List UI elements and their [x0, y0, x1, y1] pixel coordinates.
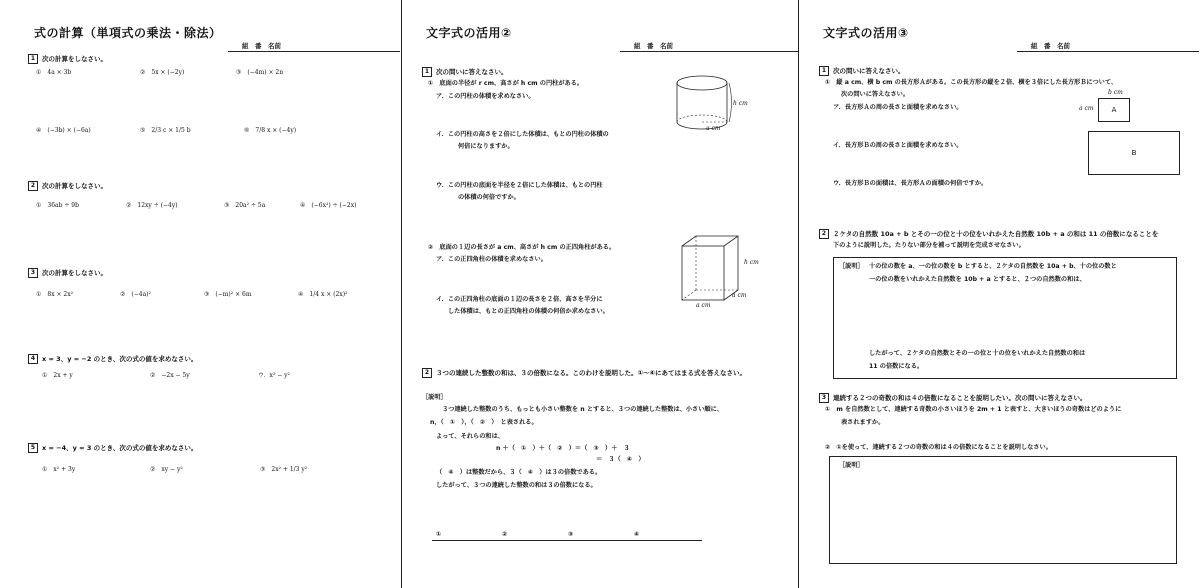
problem-item: ④ (−3b) × (−6a) — [36, 127, 91, 134]
height-label: a cm — [1079, 105, 1094, 112]
problem-item: ④ (−6x²) ÷ (−2x) — [300, 202, 357, 209]
problem-item: ③ 20a² ÷ 5a — [224, 202, 266, 209]
rectangle-a: A — [1098, 98, 1130, 122]
side-label: a cm — [696, 302, 711, 309]
question-text: イ．長方形Ｂの周の長さと面積を求めなさい。 — [833, 142, 963, 149]
section-1-heading: 1 次の計算をしなさい。 — [28, 54, 107, 64]
problem-item: ② 5x × (−2y) — [140, 69, 185, 76]
section-3-heading: 3 次の計算をしなさい。 — [28, 268, 107, 278]
width-label: b cm — [1108, 89, 1123, 96]
explanation-line: したがって、２ケタの自然数とその一の位と十の位をいれかえた自然数の和は — [869, 350, 1086, 357]
problem-item: ③ (−4m) × 2n — [236, 69, 284, 76]
question-text: ウ．この円柱の底面を半径を２倍にした体積は、もとの円柱 — [436, 182, 603, 189]
question-text: 下のように説明した。たりない部分を補って説明を完成させなさい。 — [833, 242, 1025, 249]
section-2-heading: 2 ２ケタの自然数 10a + b とその一の位と十の位をいれかえた自然数 10b + a の和は 11 の倍数になることを — [819, 229, 1158, 239]
answer-label: ① — [436, 531, 442, 538]
rectangle-b: B — [1088, 131, 1180, 175]
problem-item: ② 12xy ÷ (−4y) — [126, 202, 178, 209]
radius-label: a cm — [706, 125, 721, 132]
height-label: h cm — [733, 100, 748, 107]
section-2-heading: 2 ３つの連続した整数の和は、３の倍数になる。このわけを説明した。①〜④にあてはまる式を答えなさい。 — [422, 368, 746, 378]
question-text: イ．この正四角柱の底面の１辺の長さを２倍、高さを半分に — [436, 296, 603, 303]
explanation-line: ３つ連続した整数のうち、もっとも小さい整数を n とすると、３つの連続した整数は、小さい順に、 — [442, 406, 723, 413]
problem-item: ③ 2x² + 1/3 y² — [260, 466, 308, 473]
problem-item: ② (−4a)² — [120, 291, 151, 298]
question-text: ① 縦 a cm、横 b cm の長方形Ａがある。この長方形の縦を２倍、横を３倍にした長方形Ｂについて、 — [825, 79, 1118, 86]
explanation-label: ［説明］ — [839, 462, 864, 469]
page-title: 文字式の活用② — [426, 26, 512, 40]
question-text: ② ①を使って、連続する２つの奇数の和は４の倍数になることを説明しなさい。 — [825, 444, 1052, 451]
page-title: 式の計算（単項式の乗法・除法） — [34, 26, 222, 40]
problem-item: ② xy − y² — [150, 466, 183, 473]
answer-line[interactable] — [432, 540, 702, 541]
problem-item: ウ．x² − y² — [258, 372, 290, 379]
worksheet-2 — [402, 0, 798, 588]
section-4-heading: 4 x = 3、y = −2 のとき、次の式の値を求めなさい。 — [28, 354, 197, 364]
section-3-heading: 3 連続する２つの奇数の和は４の倍数になることを説明したい。次の問いに答えなさい。 — [819, 393, 1087, 403]
explanation-line: ＝ ３（ ④ ） — [596, 456, 645, 463]
question-text: ア．この正四角柱の体積を求めなさい。 — [436, 256, 547, 263]
explanation-line: よって、それらの和は、 — [436, 433, 504, 440]
problem-item: ③ (−m)² × 6m — [204, 291, 252, 298]
explanation-line: n，（ ① ），（ ② ） と表される。 — [430, 419, 538, 426]
explanation-line: （ ④ ）は整数だから、３（ ④ ）は３の倍数である。 — [436, 469, 602, 476]
question-text: ア．この円柱の体積を求めなさい。 — [436, 93, 535, 100]
class-name-field[interactable]: 組 番 名前 — [1017, 41, 1199, 52]
problem-item: ① 8x × 2x² — [36, 291, 74, 298]
explanation-line: 十の位の数を a、一の位の数を b とすると、２ケタの自然数を 10a + b、十の位の数と — [869, 263, 1117, 270]
section-1-heading: 1 次の問いに答えなさい。 — [819, 66, 905, 76]
problem-item: ② −2x − 5y — [150, 372, 190, 379]
class-name-field[interactable]: 組 番 名前 — [228, 41, 400, 52]
question-text: 表されますか。 — [841, 419, 885, 426]
section-1-heading: 1 次の問いに答えなさい。 — [422, 67, 508, 77]
explanation-label: ［説明］ — [839, 263, 864, 270]
side-label: a cm — [732, 292, 747, 299]
question-text: イ．この円柱の高さを２倍にした体積は、もとの円柱の体積の — [436, 131, 609, 138]
problem-item: ① x² + 3y — [42, 466, 76, 473]
question-text: ウ．長方形Ｂの面積は、長方形Ａの面積の何倍ですか。 — [833, 180, 988, 187]
answer-label: ② — [502, 531, 508, 538]
question-text: した体積は、もとの正四角柱の体積の何倍か求めなさい。 — [448, 308, 609, 315]
question-text: 何倍になりますか。 — [458, 143, 514, 150]
question-text: ア．長方形Ａの周の長さと面積を求めなさい。 — [833, 104, 963, 111]
problem-item: ① 4a × 3b — [36, 69, 72, 76]
page-title: 文字式の活用③ — [823, 26, 909, 40]
question-text: 次の問いに答えなさい。 — [841, 91, 910, 98]
question-text: ① m を自然数として、連続する奇数の小さいほうを 2m + 1 と表すと、大きいほうの奇数はどのように — [825, 406, 1122, 413]
problem-item: ⑥ 7/8 x × (−4y) — [244, 127, 297, 134]
worksheet-3 — [799, 0, 1200, 588]
class-name-field[interactable]: 組 番 名前 — [620, 41, 798, 52]
cylinder-figure — [674, 72, 734, 134]
explanation-label: ［説明］ — [422, 394, 447, 401]
answer-label: ④ — [634, 531, 640, 538]
question-text: ② 底面の１辺の長さが a cm、高さが h cm の正四角柱がある。 — [428, 244, 616, 251]
section-2-heading: 2 次の計算をしなさい。 — [28, 181, 107, 191]
problem-item: ① 2x + y — [42, 372, 73, 379]
problem-item: ① 36ab ÷ 9b — [36, 202, 79, 209]
worksheet-1 — [0, 0, 400, 588]
explanation-line: 一の位の数をいれかえた自然数を 10b + a とすると、２つの自然数の和は、 — [869, 276, 1086, 283]
problem-item: ④ 1/4 x × (2x)² — [298, 291, 348, 298]
explanation-line: 11 の倍数になる。 — [869, 363, 924, 370]
problem-item: ⑤ 2/3 c × 1/5 b — [140, 127, 191, 134]
question-text: ① 底面の半径が r cm、高さが h cm の円柱がある。 — [428, 80, 584, 87]
section-5-heading: 5 x = −4、y = 3 のとき、次の式の値を求めなさい。 — [28, 443, 197, 453]
question-text: の体積の何倍ですか。 — [458, 194, 520, 201]
explanation-box[interactable] — [829, 456, 1177, 564]
explanation-line: n ＋（ ① ）＋（ ② ）＝（ ③ ）＋ ３ — [496, 445, 630, 452]
answer-label: ③ — [568, 531, 574, 538]
height-label: h cm — [744, 259, 759, 266]
explanation-line: したがって、３つの連続した整数の和は３の倍数になる。 — [436, 482, 597, 489]
